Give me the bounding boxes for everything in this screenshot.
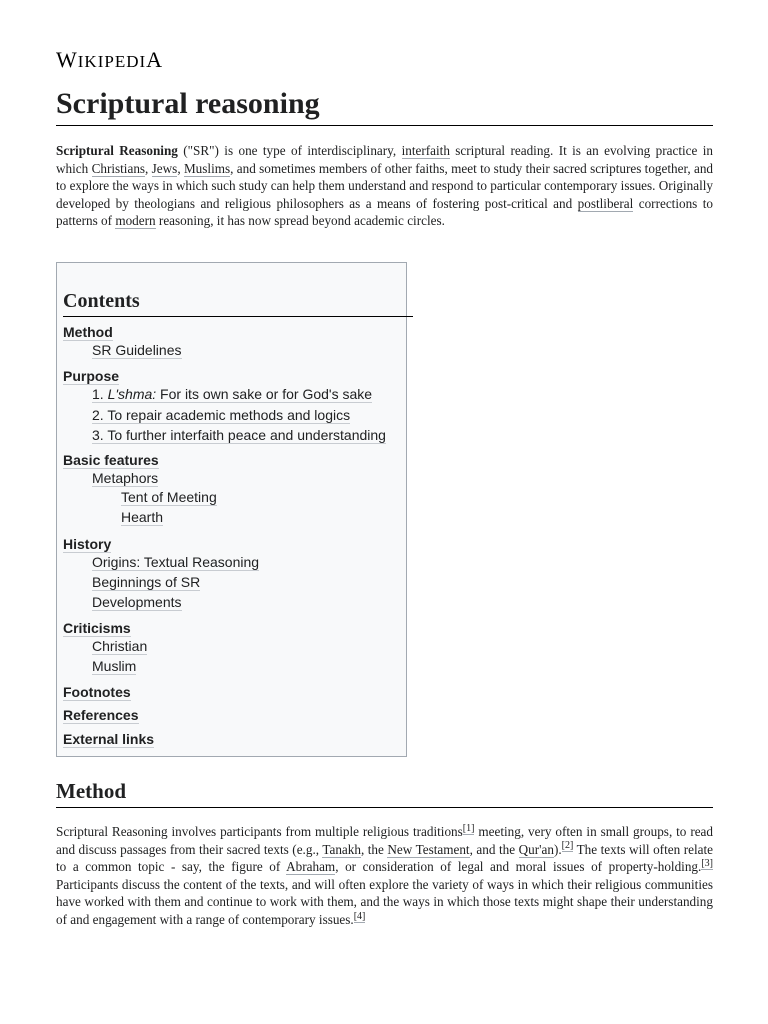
toc-item-lshma[interactable] bbox=[92, 385, 372, 403]
toc-item-label: Beginnings of SR bbox=[92, 574, 201, 590]
link-postliberal[interactable]: postliberal bbox=[577, 195, 634, 211]
wordmark-smallcaps: IKIPEDI bbox=[77, 52, 147, 71]
toc-title: Contents bbox=[63, 290, 413, 317]
method-text: meeting, very often in small groups, to read and discuss passages from their sacred texts (e.g., bbox=[56, 824, 714, 857]
intro-bold-term: Scriptural Reasoning bbox=[56, 143, 178, 158]
toc-item-interfaith-peace[interactable] bbox=[92, 426, 386, 444]
ref-label: [2] bbox=[561, 840, 574, 852]
toc-item-footnotes[interactable] bbox=[63, 683, 131, 701]
toc-item-origins[interactable] bbox=[92, 553, 259, 571]
link-muslims[interactable]: Muslims bbox=[183, 160, 231, 176]
toc-item-label: Muslim bbox=[92, 658, 137, 674]
toc-item-beginnings[interactable] bbox=[92, 573, 200, 591]
toc-item-label: 3. To further interfaith peace and understanding bbox=[92, 427, 386, 443]
link-modern[interactable]: modern bbox=[115, 213, 156, 229]
intro-text: ("SR") is one type of interdisciplinary, bbox=[177, 143, 402, 158]
ref-4[interactable] bbox=[354, 911, 366, 923]
toc-item-label: Hearth bbox=[121, 509, 164, 525]
link-christians[interactable]: Christians bbox=[91, 160, 146, 176]
ref-1[interactable] bbox=[463, 823, 475, 835]
link-abraham[interactable]: Abraham bbox=[286, 859, 336, 875]
toc-item-label: Metaphors bbox=[92, 470, 159, 486]
method-text: The texts will often relate to a common topic - say, the figure of bbox=[56, 841, 713, 875]
toc-item-label: References bbox=[63, 707, 139, 723]
section-heading-method: Method bbox=[56, 777, 713, 808]
intro-text: , and sometimes members of other faiths, meet to study their sacred scriptures together, and to explore the ways in which such study can help them understand and respond to particular contemporary issues. Originally developed by theologians and religious philosophers as a means of fostering post-critical and bbox=[56, 160, 714, 211]
method-text: Scriptural Reasoning involves participants from multiple religious traditions bbox=[56, 824, 463, 839]
link-interfaith[interactable]: interfaith bbox=[401, 143, 450, 158]
toc-item-metaphors[interactable] bbox=[92, 469, 158, 487]
toc-item-purpose[interactable] bbox=[63, 367, 119, 385]
toc-item-label: Christian bbox=[92, 638, 148, 654]
toc-item-label: Tent of Meeting bbox=[121, 489, 217, 505]
intro-text: , bbox=[145, 160, 152, 176]
toc-item-basic-features[interactable] bbox=[63, 451, 159, 469]
toc-item-label: History bbox=[63, 536, 112, 552]
intro-text: corrections to patterns of bbox=[56, 195, 713, 229]
intro-text: reasoning, it has now spread beyond academic circles. bbox=[155, 213, 445, 229]
link-quran[interactable]: Qur'an bbox=[518, 841, 554, 857]
toc-item-label: Developments bbox=[92, 594, 182, 610]
toc-item-history[interactable] bbox=[63, 535, 111, 553]
method-text: ). bbox=[553, 841, 562, 857]
toc-item-muslim[interactable] bbox=[92, 657, 136, 675]
link-tanakh[interactable]: Tanakh bbox=[322, 841, 361, 857]
toc-item-italic: L'shma: bbox=[107, 386, 157, 402]
method-text: , and the bbox=[469, 841, 519, 857]
link-jews[interactable]: Jews bbox=[151, 160, 178, 176]
method-text: , or consideration of legal and moral issues of property-holding. bbox=[335, 859, 702, 875]
toc-item-number: 1. bbox=[92, 386, 108, 402]
wordmark-final: A bbox=[146, 47, 164, 72]
wordmark-initial: W bbox=[56, 47, 78, 72]
ref-label: [1] bbox=[462, 822, 475, 834]
toc-item-criticisms[interactable] bbox=[63, 619, 131, 637]
toc-item-method[interactable] bbox=[63, 323, 113, 341]
toc-item-hearth[interactable] bbox=[121, 508, 163, 526]
link-new-testament[interactable]: New Testament bbox=[387, 841, 470, 857]
toc-item-references[interactable] bbox=[63, 706, 139, 724]
page-title: Scriptural reasoning bbox=[56, 84, 713, 126]
intro-text: , bbox=[177, 160, 184, 176]
ref-label: [4] bbox=[353, 910, 366, 922]
toc-item-sr-guidelines[interactable] bbox=[92, 341, 182, 359]
table-of-contents bbox=[56, 262, 407, 757]
toc-item-label: 2. To repair academic methods and logics bbox=[92, 407, 351, 423]
toc-item-external-links[interactable] bbox=[63, 730, 154, 748]
wikipedia-wordmark[interactable] bbox=[56, 47, 163, 73]
toc-item-label: SR Guidelines bbox=[92, 342, 182, 358]
toc-item-label: External links bbox=[63, 731, 155, 747]
ref-3[interactable] bbox=[701, 858, 713, 870]
ref-2[interactable] bbox=[562, 840, 574, 852]
toc-item-label: Origins: Textual Reasoning bbox=[92, 554, 260, 570]
toc-item-label: Purpose bbox=[63, 368, 120, 384]
method-text: , the bbox=[360, 841, 388, 857]
method-text: Participants discuss the content of the texts, and will often explore the variety of ways in which their religious communities have worked with them and continue to work with them, and the ways in which those texts might shape their understanding of and engagement with a range of contemporary issues. bbox=[56, 876, 713, 927]
ref-label: [3] bbox=[701, 857, 713, 869]
toc-item-label: For its own sake or for God's sake bbox=[156, 386, 373, 402]
toc-item-label: Footnotes bbox=[63, 684, 131, 700]
method-paragraph bbox=[56, 823, 713, 929]
toc-item-christian[interactable] bbox=[92, 637, 147, 655]
toc-item-tent-of-meeting[interactable] bbox=[121, 488, 217, 506]
toc-item-label: Criticisms bbox=[63, 620, 131, 636]
intro-text: scriptural reading. It is an evolving practice in which bbox=[56, 143, 713, 176]
toc-item-label: Method bbox=[63, 324, 113, 340]
toc-item-developments[interactable] bbox=[92, 593, 182, 611]
intro-paragraph bbox=[56, 142, 713, 230]
toc-item-label: Basic features bbox=[63, 452, 159, 468]
toc-item-repair-methods[interactable] bbox=[92, 406, 350, 424]
